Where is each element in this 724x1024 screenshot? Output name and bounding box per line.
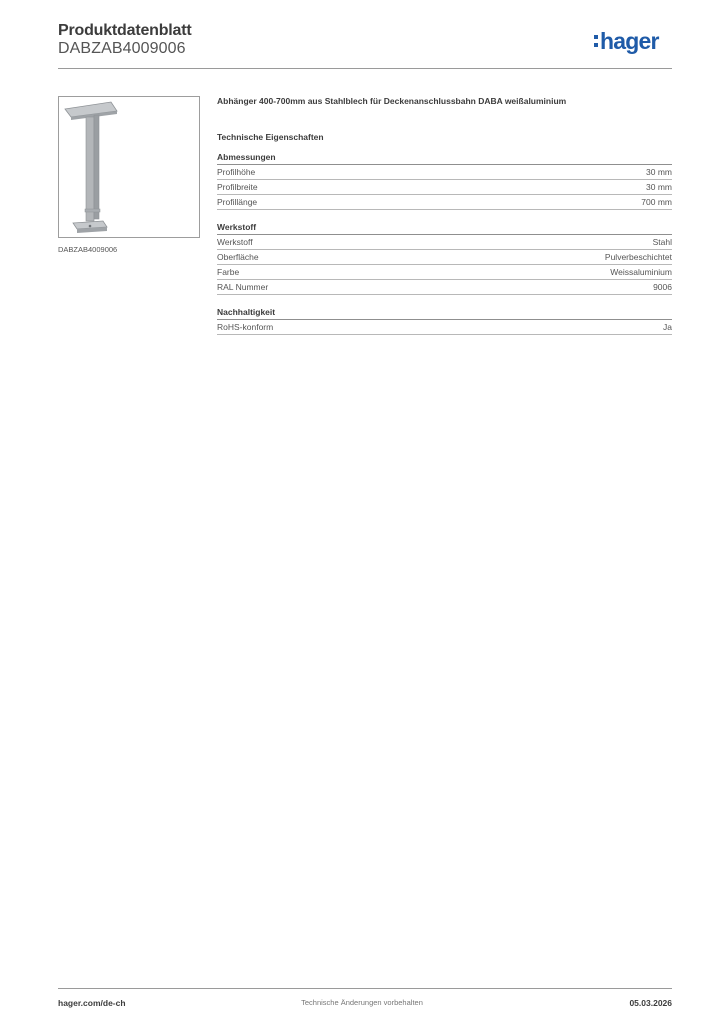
row-value: 30 mm bbox=[646, 167, 672, 177]
suspension-bracket-icon bbox=[59, 97, 199, 237]
footer-divider bbox=[58, 988, 672, 989]
table-row bbox=[217, 180, 672, 195]
product-code: DABZAB4009006 bbox=[58, 40, 186, 57]
group-sustainability bbox=[217, 306, 672, 335]
product-details bbox=[217, 94, 672, 335]
logo-dots-icon bbox=[594, 33, 598, 49]
group-dimensions bbox=[217, 151, 672, 210]
table-row bbox=[217, 320, 672, 335]
row-label: RAL Nummer bbox=[217, 282, 269, 292]
hager-logo[interactable] bbox=[594, 26, 659, 56]
row-label: RoHS-konform bbox=[217, 322, 274, 332]
table-row bbox=[217, 265, 672, 280]
group-title: Abmessungen bbox=[217, 151, 672, 165]
row-value: Weissaluminium bbox=[610, 267, 672, 277]
row-label: Werkstoff bbox=[217, 237, 253, 247]
product-description: Abhänger 400-700mm aus Stahlblech für Deckenanschlussbahn DABA weißaluminium bbox=[217, 96, 567, 106]
row-value: 30 mm bbox=[646, 182, 672, 192]
table-row bbox=[217, 165, 672, 180]
row-label: Oberfläche bbox=[217, 252, 259, 262]
footer-website-link[interactable]: hager.com/de-ch bbox=[58, 998, 126, 1008]
row-value: Ja bbox=[663, 322, 672, 332]
technical-properties-heading: Technische Eigenschaften bbox=[217, 132, 324, 142]
footer-date: 05.03.2026 bbox=[629, 998, 672, 1008]
table-row bbox=[217, 250, 672, 265]
row-value: 9006 bbox=[653, 282, 672, 292]
row-label: Profilbreite bbox=[217, 182, 258, 192]
image-caption: DABZAB4009006 bbox=[58, 245, 118, 254]
row-value: Pulverbeschichtet bbox=[604, 252, 672, 262]
row-label: Profilhöhe bbox=[217, 167, 256, 177]
row-label: Farbe bbox=[217, 267, 240, 277]
group-material bbox=[217, 221, 672, 295]
row-label: Profillänge bbox=[217, 197, 258, 207]
product-image bbox=[58, 96, 200, 238]
group-title: Nachhaltigkeit bbox=[217, 306, 672, 320]
table-row bbox=[217, 280, 672, 295]
group-title: Werkstoff bbox=[217, 221, 672, 235]
document-title: Produktdatenblatt bbox=[58, 22, 192, 39]
footer-disclaimer: Technische Änderungen vorbehalten bbox=[301, 998, 423, 1007]
header-divider bbox=[58, 68, 672, 69]
row-value: 700 mm bbox=[641, 197, 672, 207]
logo-text: hager bbox=[600, 27, 659, 54]
table-row bbox=[217, 235, 672, 250]
row-value: Stahl bbox=[652, 237, 672, 247]
table-row bbox=[217, 195, 672, 210]
